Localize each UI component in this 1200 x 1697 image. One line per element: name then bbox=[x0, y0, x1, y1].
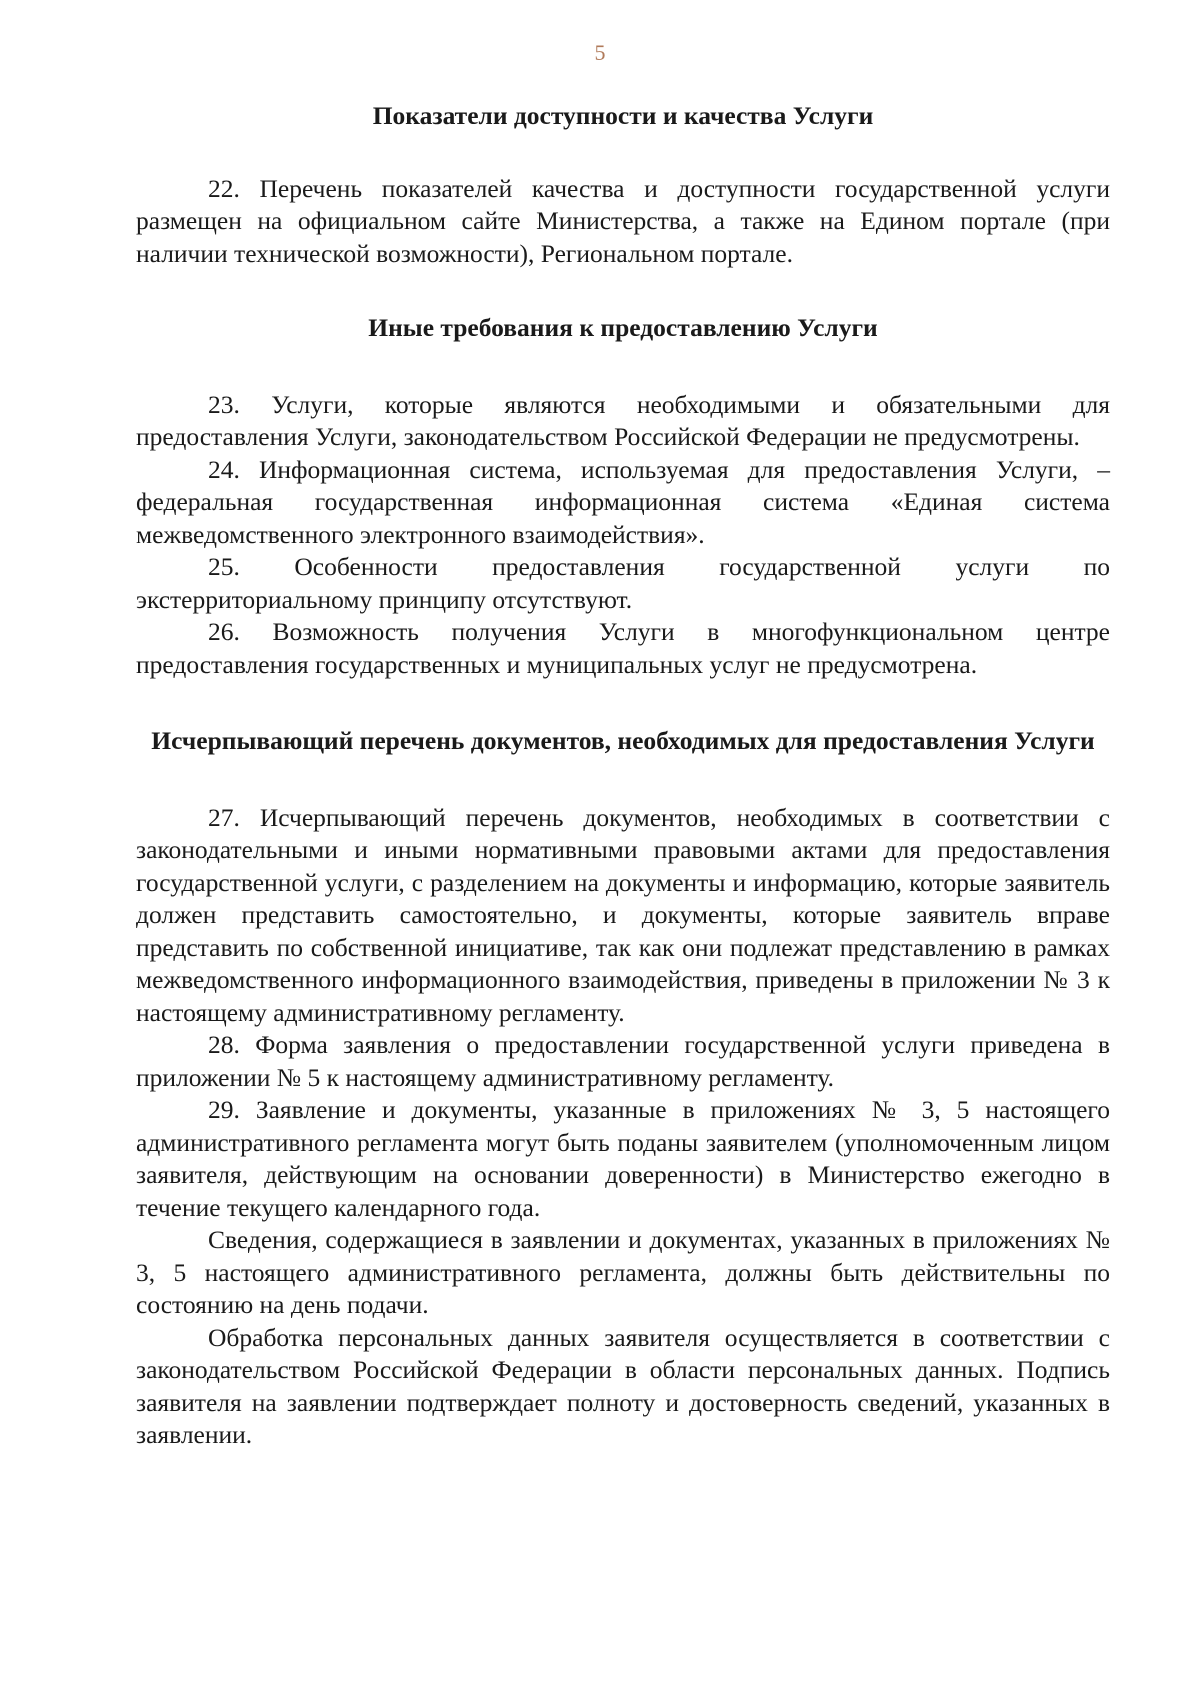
section-heading-documents-list: Исчерпывающий перечень документов, необходимых для предоставления Услуги bbox=[151, 726, 1095, 755]
section-heading-other-requirements: Иные требования к предоставлению Услуги bbox=[368, 313, 878, 342]
section-heading-quality: Показатели доступности и качества Услуги bbox=[372, 101, 874, 130]
paragraph-29: 29. Заявление и документы, указанные в приложениях № 3, 5 настоящего административного регламента могут быть поданы заявителем (уполномоченным лицом заявителя, действующим на основании доверенности) в Министерство ежегодно в течение текущего календарного года. bbox=[136, 1095, 1110, 1222]
paragraph-22: 22. Перечень показателей качества и доступности государственной услуги размещен на официальном сайте Министерства, а также на Едином портале (при наличии технической возможности), Региональном портале. bbox=[136, 173, 1110, 268]
paragraph-27: 27. Исчерпывающий перечень документов, необходимых в соответствии с законодательными и иными нормативными правовыми актами для предоставления государственной услуги, с разделением на документы и информацию, которые заявитель должен представить самостоятельно, и документы, которые заявитель вправе представить по собственной инициативе, так как они подлежат представлению в рамках межведомственного информационного взаимодействия, приведены в приложении № 3 к настоящему административному регламенту. bbox=[136, 802, 1110, 1027]
paragraph-29-details: Сведения, содержащиеся в заявлении и документах, указанных в приложениях № 3, 5 настоящего административного регламента, должны быть действительны по состоянию на день подачи. bbox=[136, 1225, 1110, 1319]
document-body bbox=[136, 100, 1110, 1452]
page-number: 5 bbox=[594, 40, 606, 65]
paragraph-26: 26. Возможность получения Услуги в многофункциональном центре предоставления государственных и муниципальных услуг не предусмотрена. bbox=[136, 617, 1110, 679]
paragraph-24: 24. Информационная система, используемая для предоставления Услуги, – федеральная государственная информационная система «Единая система межведомственного электронного взаимодействия». bbox=[136, 454, 1110, 549]
paragraph-23: 23. Услуги, которые являются необходимыми и обязательными для предоставления Услуги, законодательством Российской Федерации не предусмотрены. bbox=[136, 389, 1110, 451]
paragraph-25: 25. Особенности предоставления государственной услуги по экстерриториальному принципу отсутствуют. bbox=[136, 552, 1110, 614]
paragraph-28: 28. Форма заявления о предоставлении государственной услуги приведена в приложении № 5 к настоящему административному регламенту. bbox=[136, 1030, 1110, 1092]
paragraph-29-personal-data: Обработка персональных данных заявителя осуществляется в соответствии с законодательством Российской Федерации в области персональных данных. Подпись заявителя на заявлении подтверждает полноту и достоверность сведений, указанных в заявлении. bbox=[136, 1322, 1110, 1449]
